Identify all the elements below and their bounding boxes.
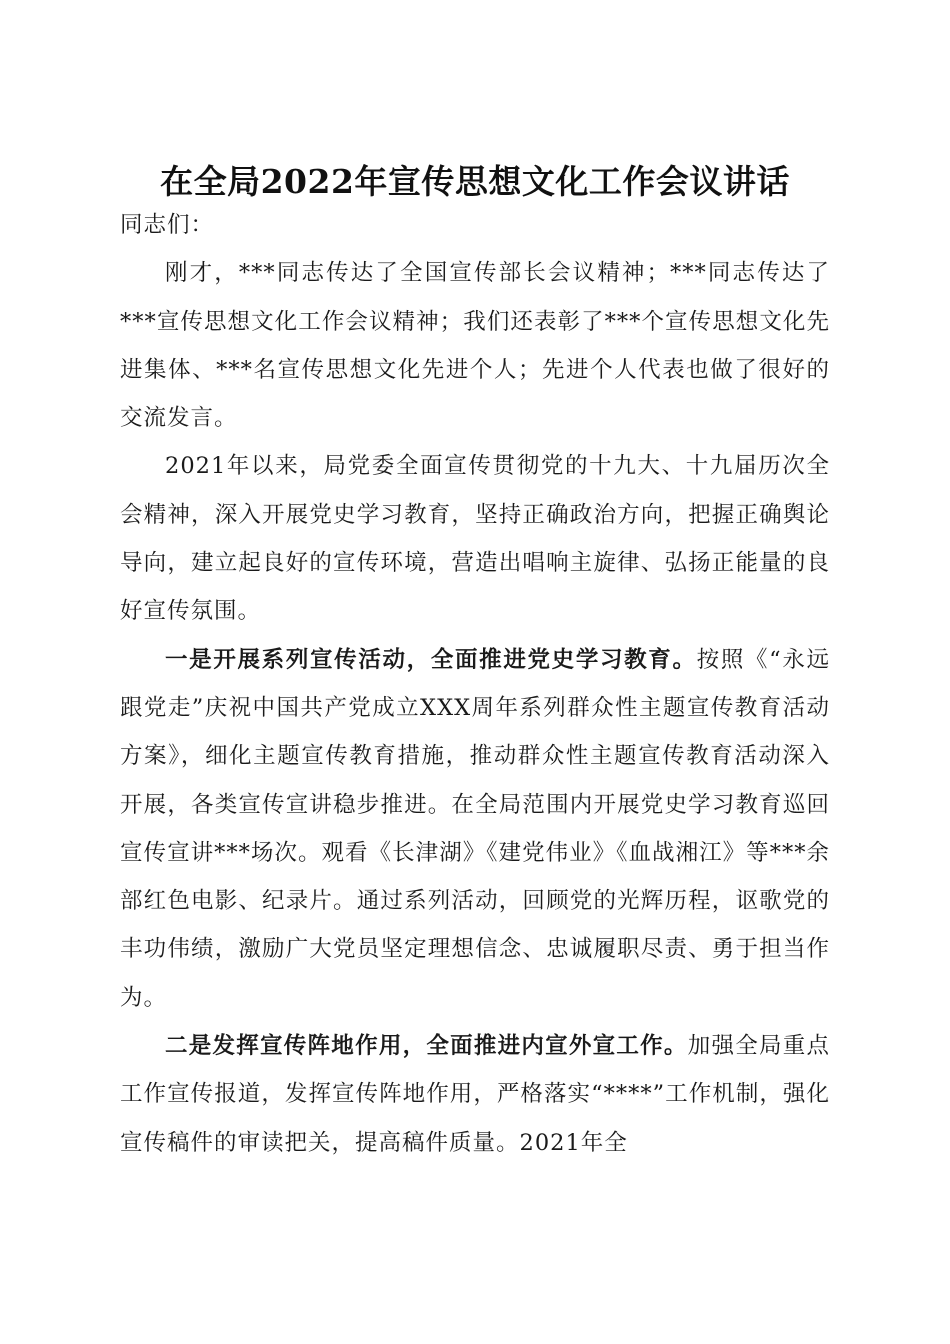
salutation: 同志们： <box>120 212 215 238</box>
paragraph-text: 2021年以来，局党委全面宣传贯彻党的十九大、十九届历次全会精神，深入开展党史学习教育，坚持正确政治方向，把握正确舆论导向，建立起良好的宣传环境，营造出唱响主旋律、弘扬正能量的良好宣传氛围。 <box>120 453 830 625</box>
paragraph-text: 加强全局重点工作宣传报道，发挥宣传阵地作用，严格落实“****”工作机制，强化宣传稿件的审读把关，提高稿件质量。2021年全 <box>120 1033 830 1156</box>
paragraph-lead: 一是开展系列宣传活动，全面推进党史学习教育。 <box>165 646 697 673</box>
paragraph-overview <box>120 442 830 635</box>
paragraph-point-one <box>120 636 830 1022</box>
paragraph-lead: 二是发挥宣传阵地作用，全面推进内宣外宣工作。 <box>165 1033 688 1060</box>
document-title: 在全局2022年宣传思想文化工作会议讲话 <box>160 162 790 202</box>
document-body <box>120 201 830 1167</box>
paragraph-text: 刚才，***同志传达了全国宣传部长会议精神；***同志传达了***宣传思想文化工作会议精神；我们还表彰了***个宣传思想文化先进集体、***名宣传思想文化先进个人；先进个人代表也做了很好的交流发言。 <box>120 260 830 432</box>
paragraph-opening <box>120 249 830 442</box>
paragraph-text: 按照《“永远跟党走”庆祝中国共产党成立XXX周年系列群众性主题宣传教育活动方案》，细化主题宣传教育措施，推动群众性主题宣传教育活动深入开展，各类宣传宣讲稳步推进。在全局范围内开展党史学习教育巡回宣传宣讲***场次。观看《长津湖》《建党伟业》《血战湘江》等***余部红色电影、纪录片。通过系列活动，回顾党的光辉历程，讴歌党的丰功伟绩，激励广大党员坚定理想信念、忠诚履职尽责、勇于担当作为。 <box>120 646 830 1011</box>
paragraph-point-two <box>120 1022 830 1167</box>
